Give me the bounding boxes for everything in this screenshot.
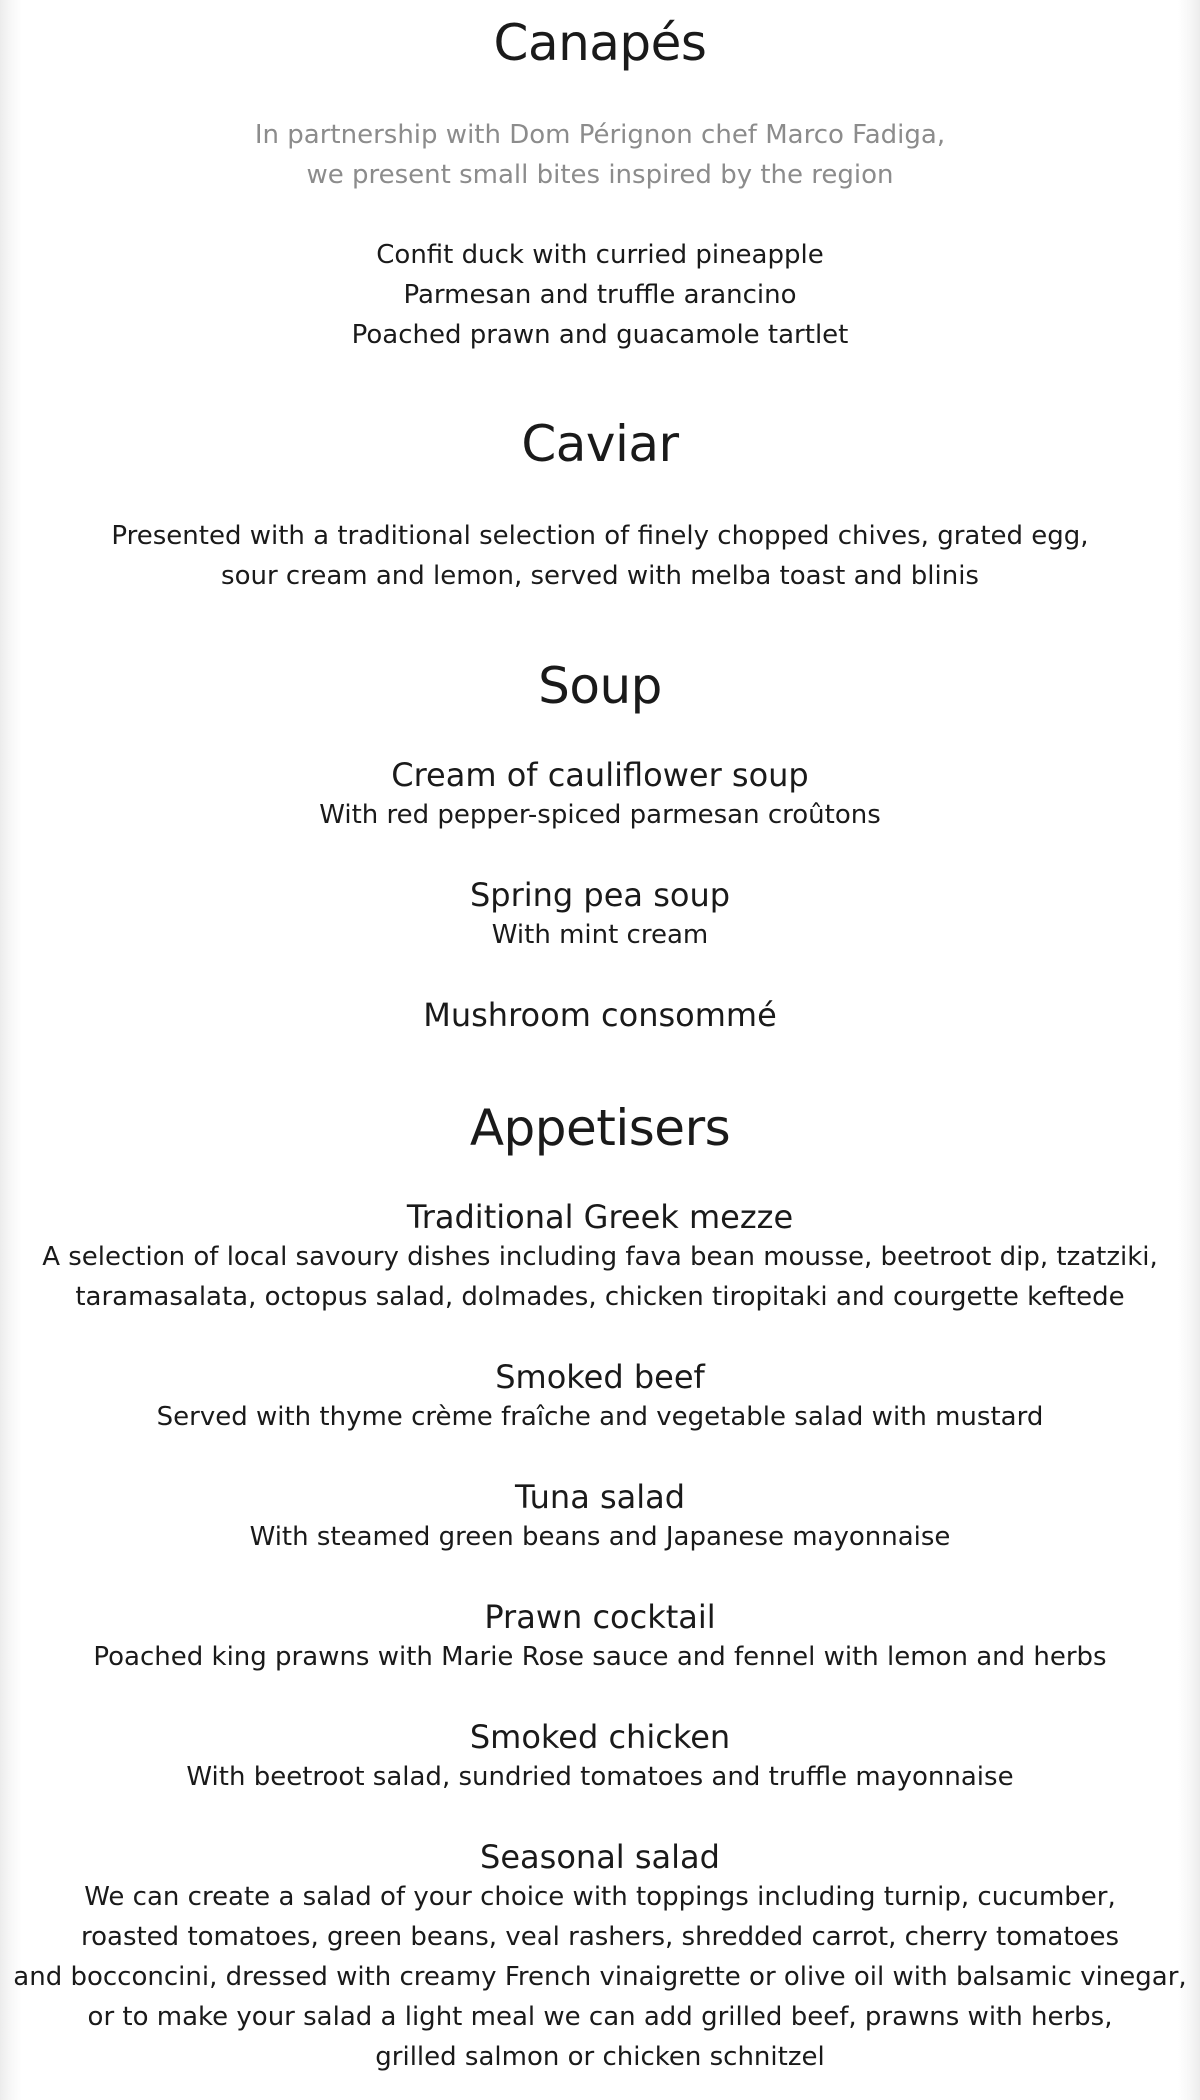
section-title-canapes: Canapés	[493, 14, 707, 72]
canape-item: Parmesan and truffle arancino	[403, 280, 797, 310]
dish-description: Served with thyme crème fraîche and vegetable salad with mustard	[156, 1402, 1044, 1432]
dish-name: Cream of cauliflower soup	[391, 756, 809, 794]
dish-description: or to make your salad a light meal we can add grilled beef, prawns with herbs,	[87, 2002, 1113, 2032]
dish-description: taramasalata, octopus salad, dolmades, chicken tiropitaki and courgette keftede	[75, 1282, 1125, 1312]
dish-description: roasted tomatoes, green beans, veal rashers, shredded carrot, cherry tomatoes	[80, 1922, 1120, 1952]
intro-line: we present small bites inspired by the region	[306, 160, 894, 190]
dish-description: We can create a salad of your choice with toppings including turnip, cucumber,	[84, 1882, 1116, 1912]
dish-name: Tuna salad	[514, 1478, 686, 1516]
soup-dish	[0, 875, 1200, 955]
dish-description: and bocconcini, dressed with creamy French vinaigrette or olive oil with balsamic vinegar,	[13, 1962, 1187, 1992]
dish-name: Spring pea soup	[469, 876, 731, 914]
caviar-description	[0, 516, 1200, 596]
section-title-appetisers: Appetisers	[469, 1099, 731, 1157]
dish-description: grilled salmon or chicken schnitzel	[375, 2042, 825, 2072]
appetiser-dish	[0, 1597, 1200, 1677]
canapes-list	[0, 235, 1200, 355]
dish-description: With mint cream	[491, 920, 709, 950]
dish-description: A selection of local savoury dishes including fava bean mousse, beetroot dip, tzatziki,	[42, 1242, 1158, 1272]
section-title-soup: Soup	[538, 657, 662, 715]
soup-dish	[0, 755, 1200, 835]
canapes-intro	[0, 115, 1200, 195]
dish-name: Seasonal salad	[480, 1838, 720, 1876]
canape-item: Confit duck with curried pineapple	[376, 240, 824, 270]
appetiser-dish	[0, 1717, 1200, 1797]
dish-name: Traditional Greek mezze	[406, 1198, 794, 1236]
section-title-caviar: Caviar	[521, 415, 679, 473]
dish-name: Mushroom consommé	[423, 996, 777, 1034]
appetiser-dish	[0, 1837, 1200, 2077]
intro-line: In partnership with Dom Pérignon chef Marco Fadiga,	[254, 120, 946, 150]
caviar-section	[0, 414, 1200, 474]
dish-name: Smoked chicken	[469, 1718, 731, 1756]
dish-description: With steamed green beans and Japanese mayonnaise	[249, 1522, 951, 1552]
appetiser-dish	[0, 1477, 1200, 1557]
dish-description: With red pepper-spiced parmesan croûtons	[319, 800, 881, 830]
description-line: Presented with a traditional selection of finely chopped chives, grated egg,	[111, 521, 1089, 551]
appetiser-dish	[0, 1357, 1200, 1437]
appetisers-section	[0, 1098, 1200, 1158]
description-line: sour cream and lemon, served with melba toast and blinis	[221, 561, 979, 591]
canape-item: Poached prawn and guacamole tartlet	[351, 320, 849, 350]
canapes-section	[0, 13, 1200, 73]
dish-description: With beetroot salad, sundried tomatoes and truffle mayonnaise	[186, 1762, 1014, 1792]
dish-name: Prawn cocktail	[484, 1598, 716, 1636]
appetiser-dish	[0, 1197, 1200, 1317]
soup-dish	[0, 995, 1200, 1035]
soup-section	[0, 656, 1200, 716]
dish-name: Smoked beef	[495, 1358, 705, 1396]
dish-description: Poached king prawns with Marie Rose sauce and fennel with lemon and herbs	[93, 1642, 1107, 1672]
